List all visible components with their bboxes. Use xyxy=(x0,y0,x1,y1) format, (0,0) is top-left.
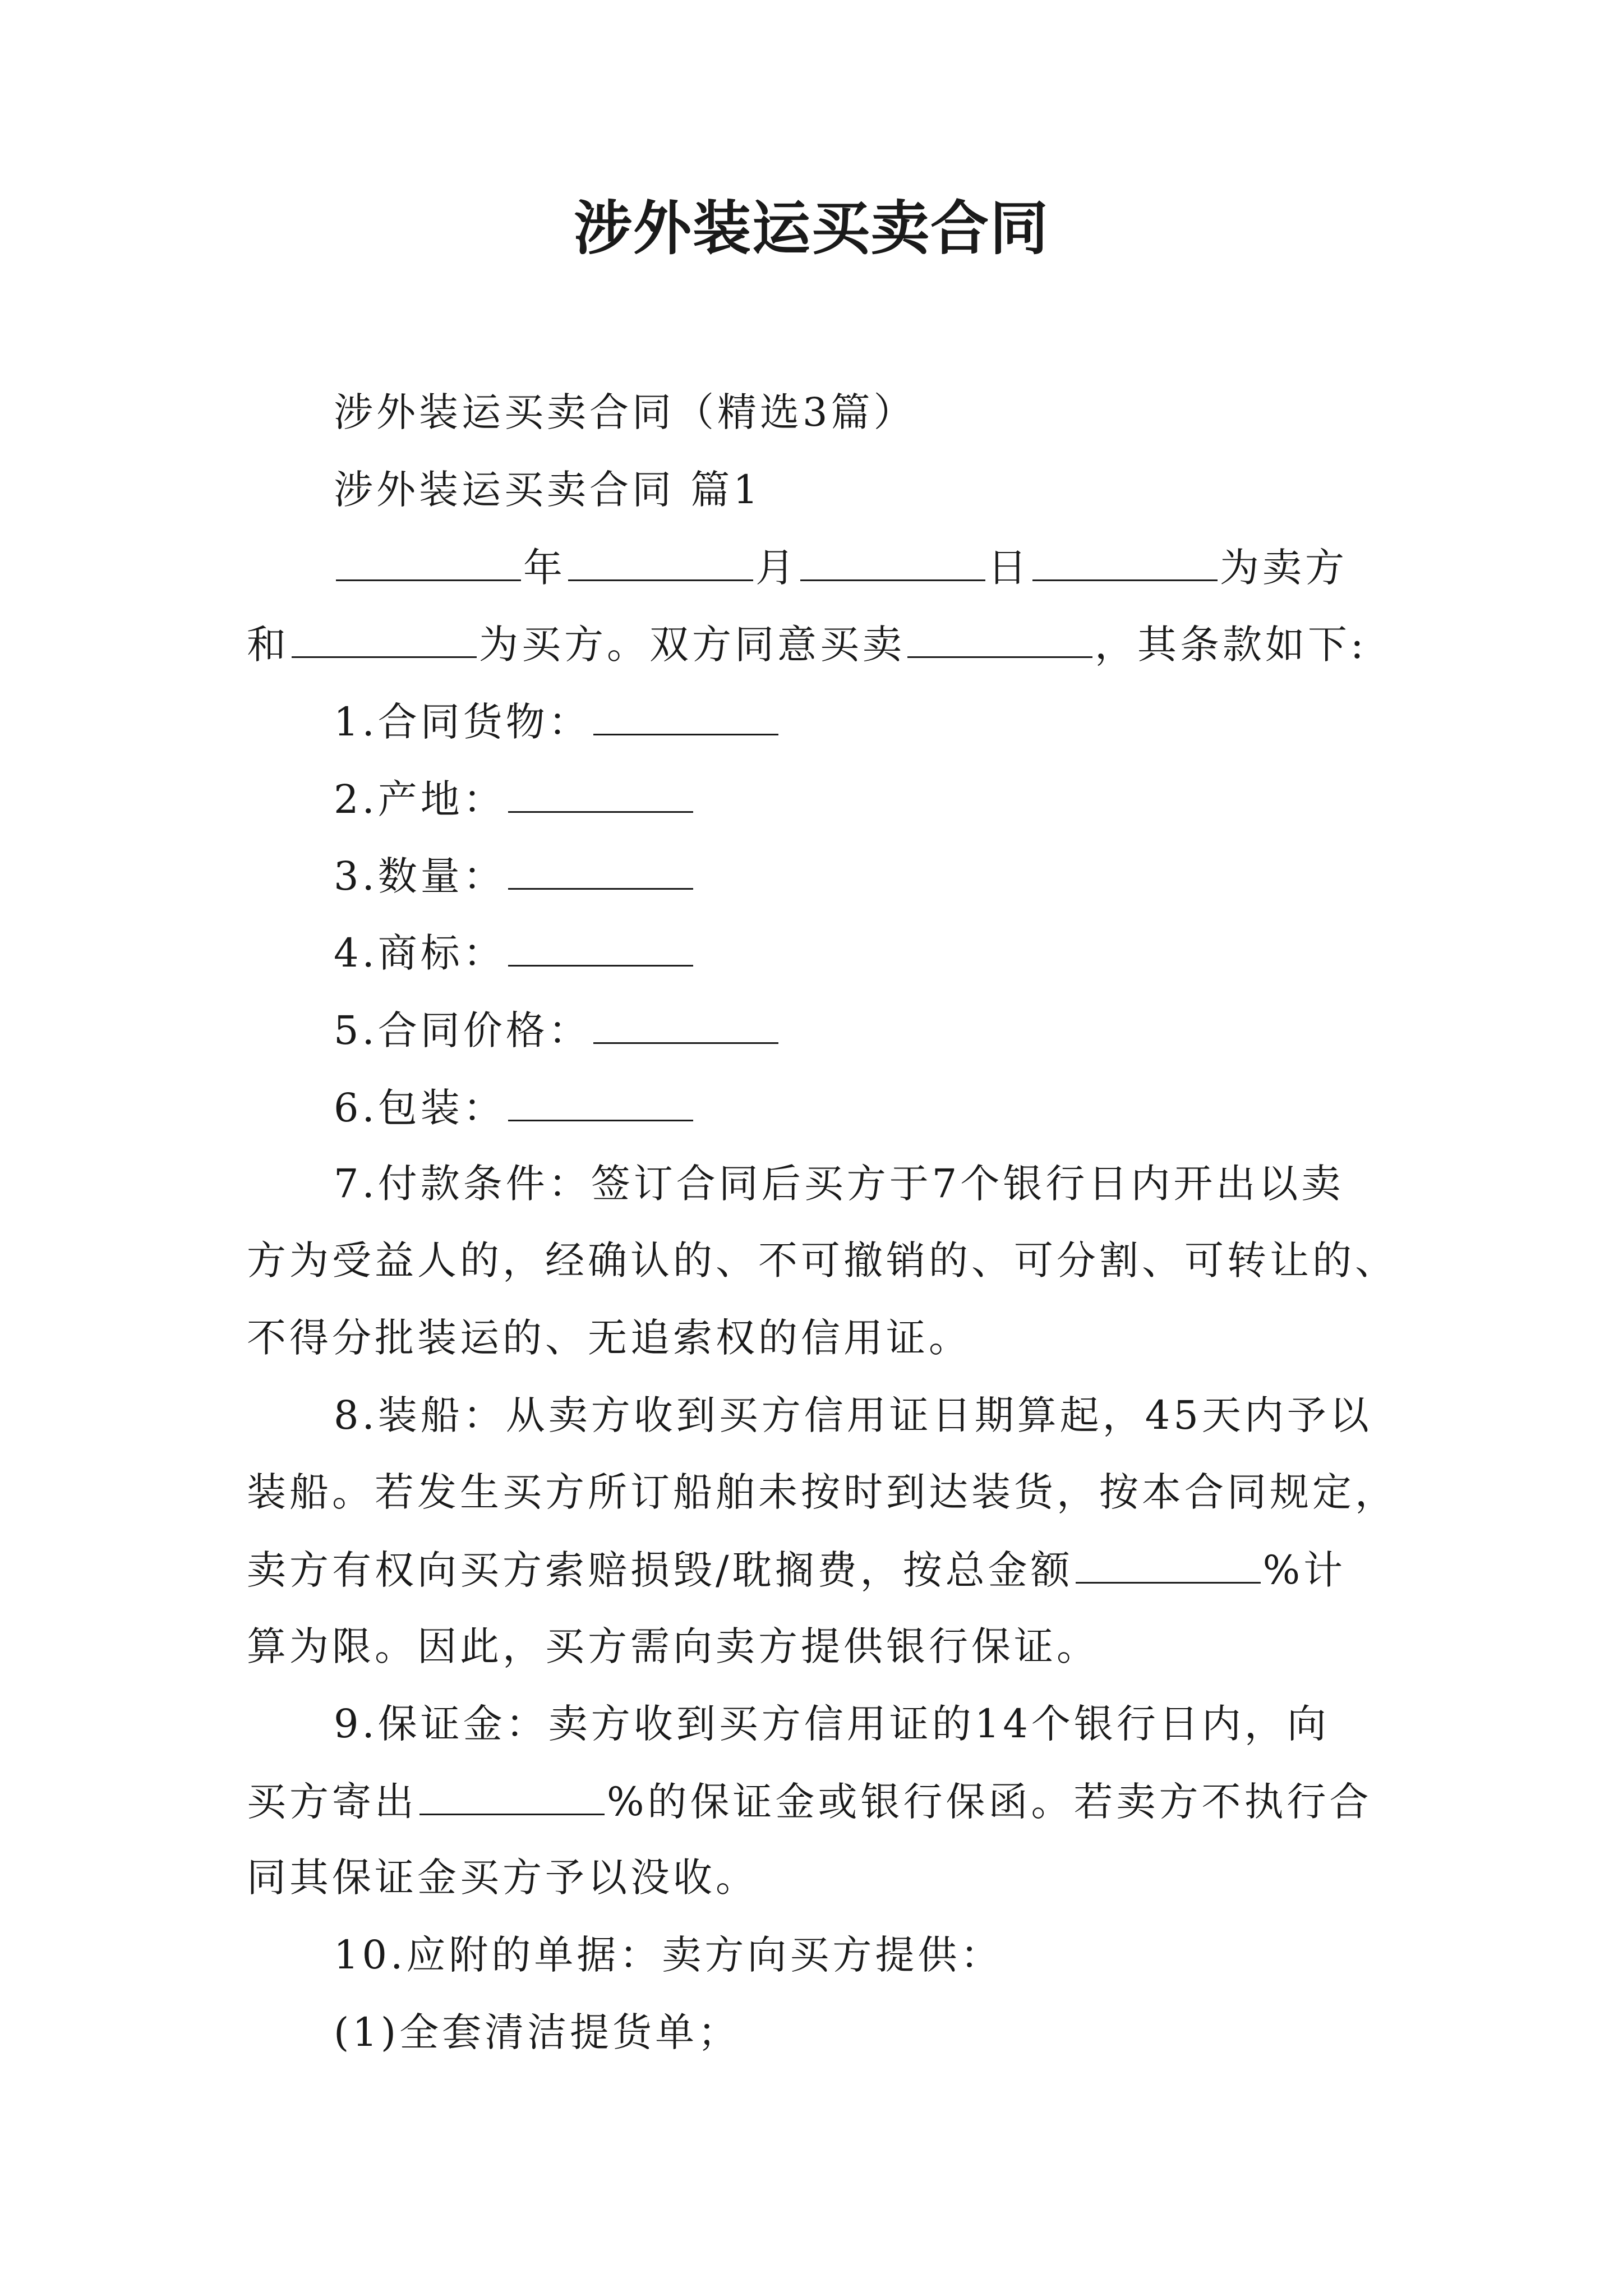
clause7-line3: 不得分批装运的、无追索权的信用证。 xyxy=(247,1315,971,1361)
buyer-blank xyxy=(292,624,477,658)
clause8-line4: 算为限。因此，买方需向卖方提供银行保证。 xyxy=(247,1623,1099,1669)
item-quantity-label: 3.数量： xyxy=(334,853,506,899)
day-label: 日 xyxy=(988,545,1030,591)
clause9-line3: 同其保证金买方予以没收。 xyxy=(247,1855,758,1901)
clause8-line3 xyxy=(247,1547,1347,1593)
clause10-heading: 10.应附的单据：卖方向买方提供： xyxy=(334,1932,1003,1978)
goods-blank xyxy=(907,624,1092,658)
clause9-line2 xyxy=(247,1779,1372,1825)
clause7-line1: 7.付款条件：签订合同后买方于7个银行日内开出以卖 xyxy=(334,1161,1344,1207)
clause9-line1: 9.保证金：卖方收到买方信用证的14个银行日内，向 xyxy=(334,1701,1330,1747)
item-quantity-blank xyxy=(508,855,693,890)
day-blank xyxy=(800,547,985,581)
subtitle: 涉外装运买卖合同（精选3篇） xyxy=(334,389,916,435)
item-origin xyxy=(334,776,695,822)
clause8-percent-blank xyxy=(1076,1549,1261,1584)
intro-line-1 xyxy=(334,545,1348,591)
item-trademark-label: 4.商标： xyxy=(334,930,506,976)
item-price-label: 5.合同价格： xyxy=(334,1007,591,1053)
item-goods-blank xyxy=(593,701,778,735)
item-trademark xyxy=(334,930,695,976)
item-origin-blank xyxy=(508,779,693,813)
item-goods-label: 1.合同货物： xyxy=(334,699,591,745)
clause8-line3-suffix: %计 xyxy=(1262,1547,1347,1593)
clause9-line2-suffix: %的保证金或银行保函。若卖方不执行合 xyxy=(607,1779,1372,1825)
intro-line-2 xyxy=(247,622,1367,668)
item-packing xyxy=(334,1085,695,1131)
month-label: 月 xyxy=(755,545,798,591)
clause8-line3-prefix: 卖方有权向买方索赔损毁/耽搁费，按总金额 xyxy=(247,1547,1073,1593)
item-packing-blank xyxy=(508,1087,693,1121)
clause8-line2: 装船。若发生买方所订船舶未按时到达装货，按本合同规定， xyxy=(247,1469,1398,1515)
item-origin-label: 2.产地： xyxy=(334,776,506,822)
seller-blank xyxy=(1032,547,1218,581)
item-packing-label: 6.包装： xyxy=(334,1085,506,1131)
item-price-blank xyxy=(593,1010,778,1044)
document-title: 涉外装运买卖合同 xyxy=(573,194,1049,263)
terms-text: ，其条款如下: xyxy=(1095,622,1367,668)
item-goods xyxy=(334,699,781,745)
clause10-sub1: (1)全套清洁提货单； xyxy=(334,2009,741,2055)
clause8-line1: 8.装船：从卖方收到买方信用证日期算起，45天内予以 xyxy=(334,1392,1372,1438)
clause9-percent-blank xyxy=(419,1781,605,1815)
item-trademark-blank xyxy=(508,932,693,967)
clause9-line2-prefix: 买方寄出 xyxy=(247,1779,417,1825)
section-heading: 涉外装运买卖合同 篇1 xyxy=(334,467,762,513)
date-blank xyxy=(336,547,521,581)
and-label: 和 xyxy=(247,622,289,668)
item-price xyxy=(334,1007,781,1053)
item-quantity xyxy=(334,853,695,899)
buyer-text: 为买方。双方同意买卖 xyxy=(479,622,905,668)
month-blank xyxy=(568,547,753,581)
year-label: 年 xyxy=(523,545,566,591)
seller-suffix: 为卖方 xyxy=(1220,545,1348,591)
clause7-line2: 方为受益人的，经确认的、不可撤销的、可分割、可转让的、 xyxy=(247,1237,1398,1283)
